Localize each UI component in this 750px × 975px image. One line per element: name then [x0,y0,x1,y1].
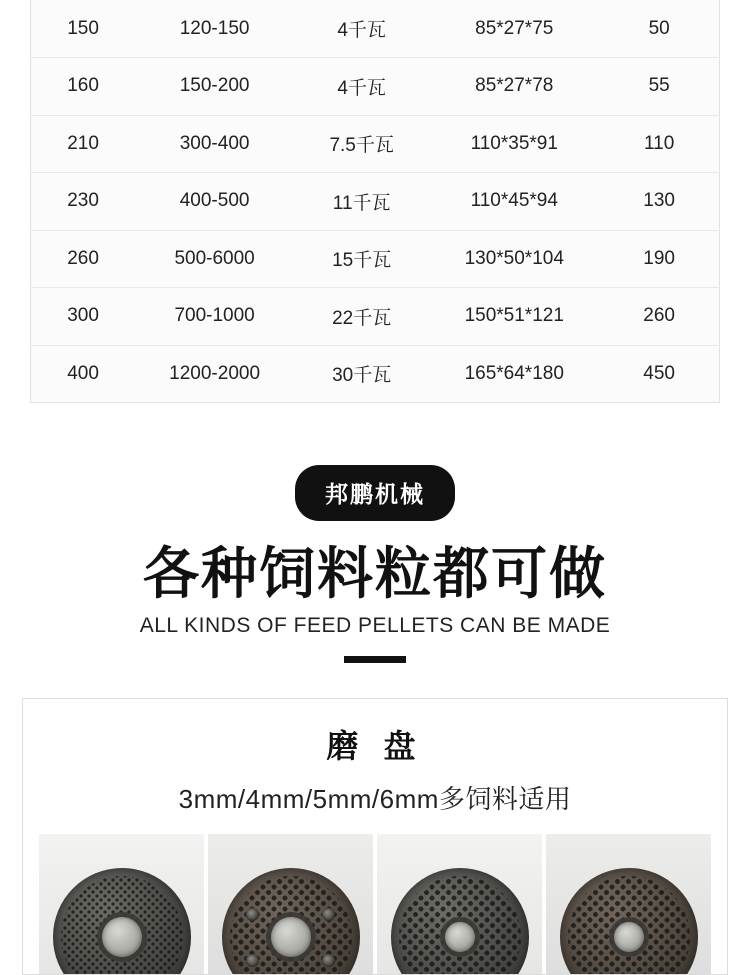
bolt-hole [322,908,335,921]
table-row [31,115,720,173]
table-row [31,230,720,288]
cell-dimension: 85*27*78 [429,58,599,116]
bolt-hole [322,954,335,967]
bolt-hole [246,954,259,967]
cell-dimension: 110*45*94 [429,173,599,231]
cell-power: 4千瓦 [294,0,429,58]
die-plate-coarse-holes [546,834,711,974]
cell-weight: 190 [599,230,719,288]
cell-power: 4千瓦 [294,58,429,116]
cell-weight: 130 [599,173,719,231]
cell-capacity: 120-150 [135,0,294,58]
cell-dimension: 150*51*121 [429,288,599,346]
cell-capacity: 400-500 [135,173,294,231]
cell-model: 300 [31,288,136,346]
cell-weight: 260 [599,288,719,346]
cell-model: 150 [31,0,136,58]
spec-table [30,0,720,403]
cell-weight: 450 [643,362,675,384]
cell-capacity: 1200-2000 [169,362,261,384]
spec-table-body [31,0,720,403]
cell-power: 30千瓦 [332,365,392,387]
die-plate-with-bolt-holes [208,834,377,974]
die-plate-subtitle: 3mm/4mm/5mm/6mm多饲料适用 [178,783,572,814]
center-hub [614,922,644,952]
cell-capacity: 150-200 [135,58,294,116]
cell-weight: 50 [599,0,719,58]
table-row [31,345,720,403]
table-row [31,58,720,116]
center-hub [102,917,142,957]
cell-power: 15千瓦 [294,230,429,288]
table-row [31,0,720,58]
cell-model: 210 [31,115,136,173]
bolt-hole [246,908,259,921]
die-plate-title: 磨 盘 [326,727,424,764]
spec-table-section [30,0,720,403]
die-plate-center-hub [377,834,546,974]
center-hub [271,917,311,957]
cell-model: 230 [31,173,136,231]
brand-badge: 邦鹏机械 [295,465,455,521]
table-row [31,173,720,231]
cell-power: 7.5千瓦 [294,115,429,173]
cell-dimension: 110*35*91 [429,115,599,173]
cell-capacity: 700-1000 [135,288,294,346]
section-heading [0,465,750,663]
cell-dimension: 165*64*180 [464,362,564,384]
cell-power: 11千瓦 [294,173,429,231]
cell-capacity: 500-6000 [135,230,294,288]
cell-dimension: 85*27*75 [429,0,599,58]
cell-capacity: 300-400 [135,115,294,173]
page-subtitle: ALL KINDS OF FEED PELLETS CAN BE MADE [139,613,611,637]
divider [344,656,406,663]
die-plate-fine-holes [39,834,208,974]
center-hub [445,922,475,952]
cell-weight: 110 [599,115,719,173]
page-title: 各种饲料粒都可做 [143,542,607,605]
cell-power: 22千瓦 [294,288,429,346]
cell-model: 260 [31,230,136,288]
die-plate-photo-row [23,834,727,974]
cell-model: 160 [31,58,136,116]
table-row [31,288,720,346]
cell-model: 400 [67,362,99,384]
die-plate-card [22,698,728,975]
cell-weight: 55 [599,58,719,116]
cell-dimension: 130*50*104 [429,230,599,288]
